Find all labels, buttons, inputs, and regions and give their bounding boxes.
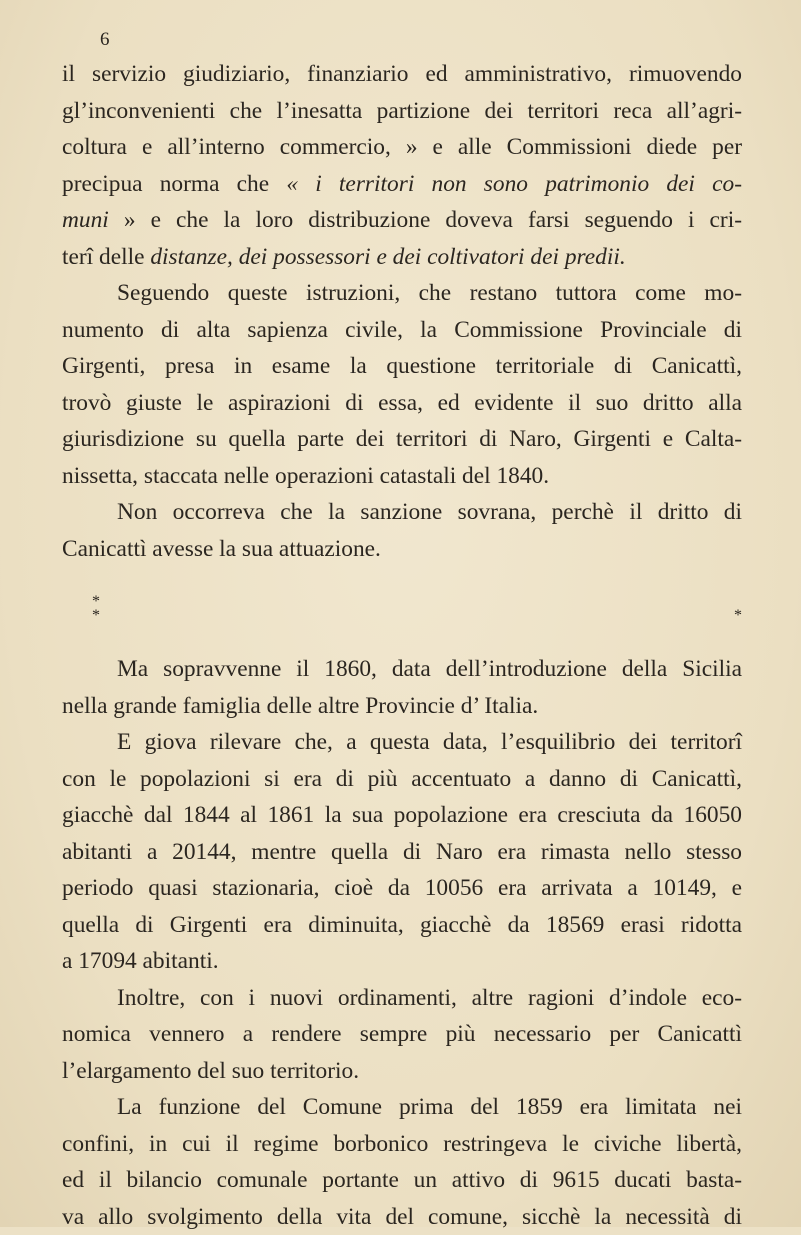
text-line: Non occorreva che la sanzione sovrana, perchè il dritto di: [62, 494, 742, 531]
text-line: giacchè dal 1844 al 1861 la sua popolazione era cresciuta da 16050: [62, 797, 742, 834]
text-line: periodo quasi stazionaria, cioè da 10056 era arrivata a 10149, e: [62, 870, 742, 907]
text-run: terî delle: [62, 244, 150, 270]
text-line: Canicattì avesse la sua attuazione.: [62, 531, 742, 568]
body-text: [62, 56, 742, 1235]
text-run: » e che la loro distribuzione doveva farsi seguendo i cri-: [109, 207, 742, 233]
text-line: coltura e all’interno commercio, » e alle Commissioni diede per: [62, 129, 742, 166]
italic-phrase: distanze, dei possessori e dei coltivatori dei predii.: [150, 244, 625, 270]
text-line: giurisdizione su quella parte dei territori di Naro, Girgenti e Calta-: [62, 421, 742, 458]
text-line: abitanti a 20144, mentre quella di Naro era rimasta nello stesso: [62, 834, 742, 871]
asterism-top: *: [92, 595, 742, 609]
asterism-separator: [62, 595, 742, 623]
text-line: va allo svolgimento della vita del comune, sicchè la necessità di: [62, 1199, 742, 1235]
asterism-bottom: * *: [92, 609, 742, 623]
text-line: l’elargamento del suo territorio.: [62, 1053, 742, 1090]
text-line: nissetta, staccata nelle operazioni catastali del 1840.: [62, 458, 742, 495]
text-line: a 17094 abitanti.: [62, 943, 742, 980]
text-line: gl’inconvenienti che l’inesatta partizione dei territori reca all’agri-: [62, 93, 742, 130]
text-line: E giova rilevare che, a questa data, l’esquilibrio dei territorî: [62, 724, 742, 761]
text-line: il servizio giudiziario, finanziario ed amministrativo, rimuovendo: [62, 56, 742, 93]
text-line: nella grande famiglia delle altre Provincie d’ Italia.: [62, 688, 742, 725]
text-line: Girgenti, presa in esame la questione territoriale di Canicattì,: [62, 348, 742, 385]
text-line: La funzione del Comune prima del 1859 era limitata nei: [62, 1089, 742, 1126]
text-line: trovò giuste le aspirazioni di essa, ed evidente il suo dritto alla: [62, 385, 742, 422]
text-line: numento di alta sapienza civile, la Commissione Provinciale di: [62, 312, 742, 349]
text-line: [62, 239, 742, 276]
text-line: con le popolazioni si era di più accentuato a danno di Canicattì,: [62, 761, 742, 798]
text-line: nomica vennero a rendere sempre più necessario per Canicattì: [62, 1016, 742, 1053]
text-line: Inoltre, con i nuovi ordinamenti, altre ragioni d’indole eco-: [62, 980, 742, 1017]
page-number: 6: [100, 30, 110, 49]
italic-quote: muni: [62, 207, 109, 233]
text-line: confini, in cui il regime borbonico restringeva le civiche libertà,: [62, 1126, 742, 1163]
text-line: [62, 166, 742, 203]
text-line: Seguendo queste istruzioni, che restano tuttora come mo-: [62, 275, 742, 312]
text-line: Ma sopravvenne il 1860, data dell’introduzione della Sicilia: [62, 651, 742, 688]
text-run: precipua norma che: [62, 171, 286, 197]
text-line: quella di Girgenti era diminuita, giacchè da 18569 erasi ridotta: [62, 907, 742, 944]
text-line: [62, 202, 742, 239]
text-line: ed il bilancio comunale portante un attivo di 9615 ducati basta-: [62, 1162, 742, 1199]
italic-quote: « i territori non sono patrimonio dei co-: [286, 171, 742, 197]
